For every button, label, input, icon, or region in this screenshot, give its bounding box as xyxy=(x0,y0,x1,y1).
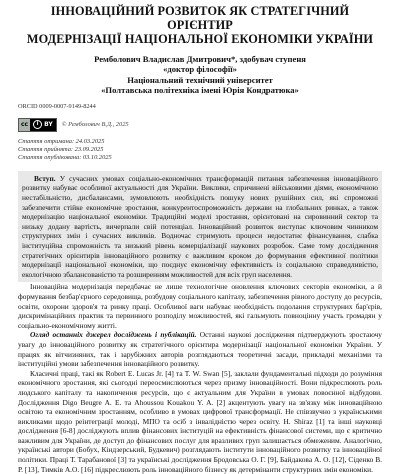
orcid-id[interactable]: ORCID 0009-0007-9149-8244 xyxy=(18,102,96,110)
article-title xyxy=(18,4,382,46)
author-university: Національний технічний університет xyxy=(127,74,273,85)
copyright-notice: © Ремболович В.Д., 2025 xyxy=(61,121,129,129)
author-name: Ремболович Владислав Дмитрович*, здобувач ступеня xyxy=(94,54,306,64)
author-degree: «доктор філософії» xyxy=(163,64,237,75)
body-paragraph-3: Класичні праці, такі як Robert E. Lucas Jr. [4] та T. W. Swan [5], заклали фундаментальні підходи до розуміння економічного зростання, які сьогодні переосмислюються через призму інноваційності. Вони підкреслюють роль людського капіталу та накопичення ресурсів, що є актуальним для України в умовах повоєнної відбудови. Дослідження Digo Beugre A. E. та Ahoussou Kouakou Y. A. [2] акцентують увагу на зв'язку між інноваційною освітою та економічним зростанням, особливо в умовах цифрової трансформації. Не співзвучно з українськими викликами щодо реінтеграції молоді, МПО та осіб з інвалідністю через освіту. Н. Shiraz [1] та інші науковці дослідження [6-8] досліджують вплив фінансових інституцій на ефективність фінансової системи, що є критично важливим для України, де доступ до фінансових послуг для вразливих груп залишається обмеженим. Аналогічно, українські автори (Бобух, Кіндзерський, Будкевич) розглядають інститути інноваційного розвитку та інноваційної політики. Праці Т. Тарабанової [3] та українські дослідження Бродовська О. Г. [9], Байдакова А. О. [12], Сіденко В. Р. [13], Тимків А.О. [16] підкреслюють роль інноваційного бізнесу як детермінанти структурних змін економіки. xyxy=(18,368,382,474)
date-published: Стаття опублікована: 03.10.2025 xyxy=(18,154,112,162)
author-block xyxy=(18,54,382,96)
body-paragraph-1: Інноваційна модернізація передбачає не лише технологічне оновлення ключових секторів економіки, а й формування безбар'єрного середовища, розбудову соціального капіталу, забезпечення рівного доступу до ресурсів, освіти, охорони здоров'я та ринку праці. Особливої ваги набуває необхідність подолання структурних бар'єрів, дискримінаційних практик та первинного розподілу можливостей, які гальмують повноцінну участь громадян у соціально-економічному житті. xyxy=(18,282,382,330)
abstract-label: Вступ. xyxy=(34,173,56,183)
abstract-text: У сучасних умовах соціально-економічних трансформацій питання забезпечення інноваційного розвитку набуває особливої актуальності для України. Виклики, спричинені військовими діями, економічною нестабільністю, дисбалансами, зумовлюють необхідність пошуку нових рушійних сил, які спроможні забезпечити стійке економічне зростання, конкурентоспроможність держави на глобальних ринках, а також модернізацію національної економіки. Традиційні моделі зростання, орієнтовані на сировинний сектор та низьку додану вартість, вичерпали свій потенціал. Інноваційний розвиток виступає ключовим чинником структурних змін і сучасних викликів. Водночас стримують процеси недостатнє фінансування, слабка інституційна спроможність та низький рівень комерціалізації наукових розробок. Саме тому дослідження стратегічних орієнтирів інноваційного розвитку є важливим кроком до формування ефективної політики модернізації національної економіки, що поєднує економічну ефективність із соціальною справедливістю, екологічною збалансованістю та розширенням можливостей для всіх груп населення. xyxy=(22,173,378,279)
author-institute: «Полтавська політехніка імені Юрія Кондратюка» xyxy=(101,85,299,96)
date-received: Стаття отримана: 24.03.2025 xyxy=(18,137,105,145)
date-accepted: Стаття прийнята: 23.09.2025 xyxy=(18,146,104,154)
article-dates xyxy=(18,138,382,163)
literature-review-text: Останні наукові дослідження підтверджують зростаючу увагу до інноваційного розвитку як стратегічного орієнтира модернізації національної економіки України. У працях як вітчизняних, так і зарубіжних авторів розглядаються теоретичні засади, прикладні механізми та інституційні умови забезпечення інноваційного розвитку. xyxy=(18,330,382,369)
title-line-2: МОДЕРНІЗАЦІЇ НАЦІОНАЛЬНОЇ ЕКОНОМІКИ УКРАЇНИ xyxy=(26,32,374,46)
cc-license-badge[interactable] xyxy=(18,118,57,132)
cc-by-icon: i BY xyxy=(30,119,56,131)
abstract-box xyxy=(18,171,382,283)
body-paragraph-2 xyxy=(18,330,382,368)
title-line-1: ІННОВАЦІЙНИЙ РОЗВИТОК ЯК СТРАТЕГІЧНИЙ ОРІЄНТИР xyxy=(50,4,350,32)
article-body xyxy=(18,282,382,474)
license-row xyxy=(18,118,382,132)
literature-review-heading: Огляд останніх джерел досліджень і публікацій. xyxy=(30,330,197,340)
cc-logo-icon: cc xyxy=(19,119,30,131)
cc-by-label: BY xyxy=(44,121,53,129)
